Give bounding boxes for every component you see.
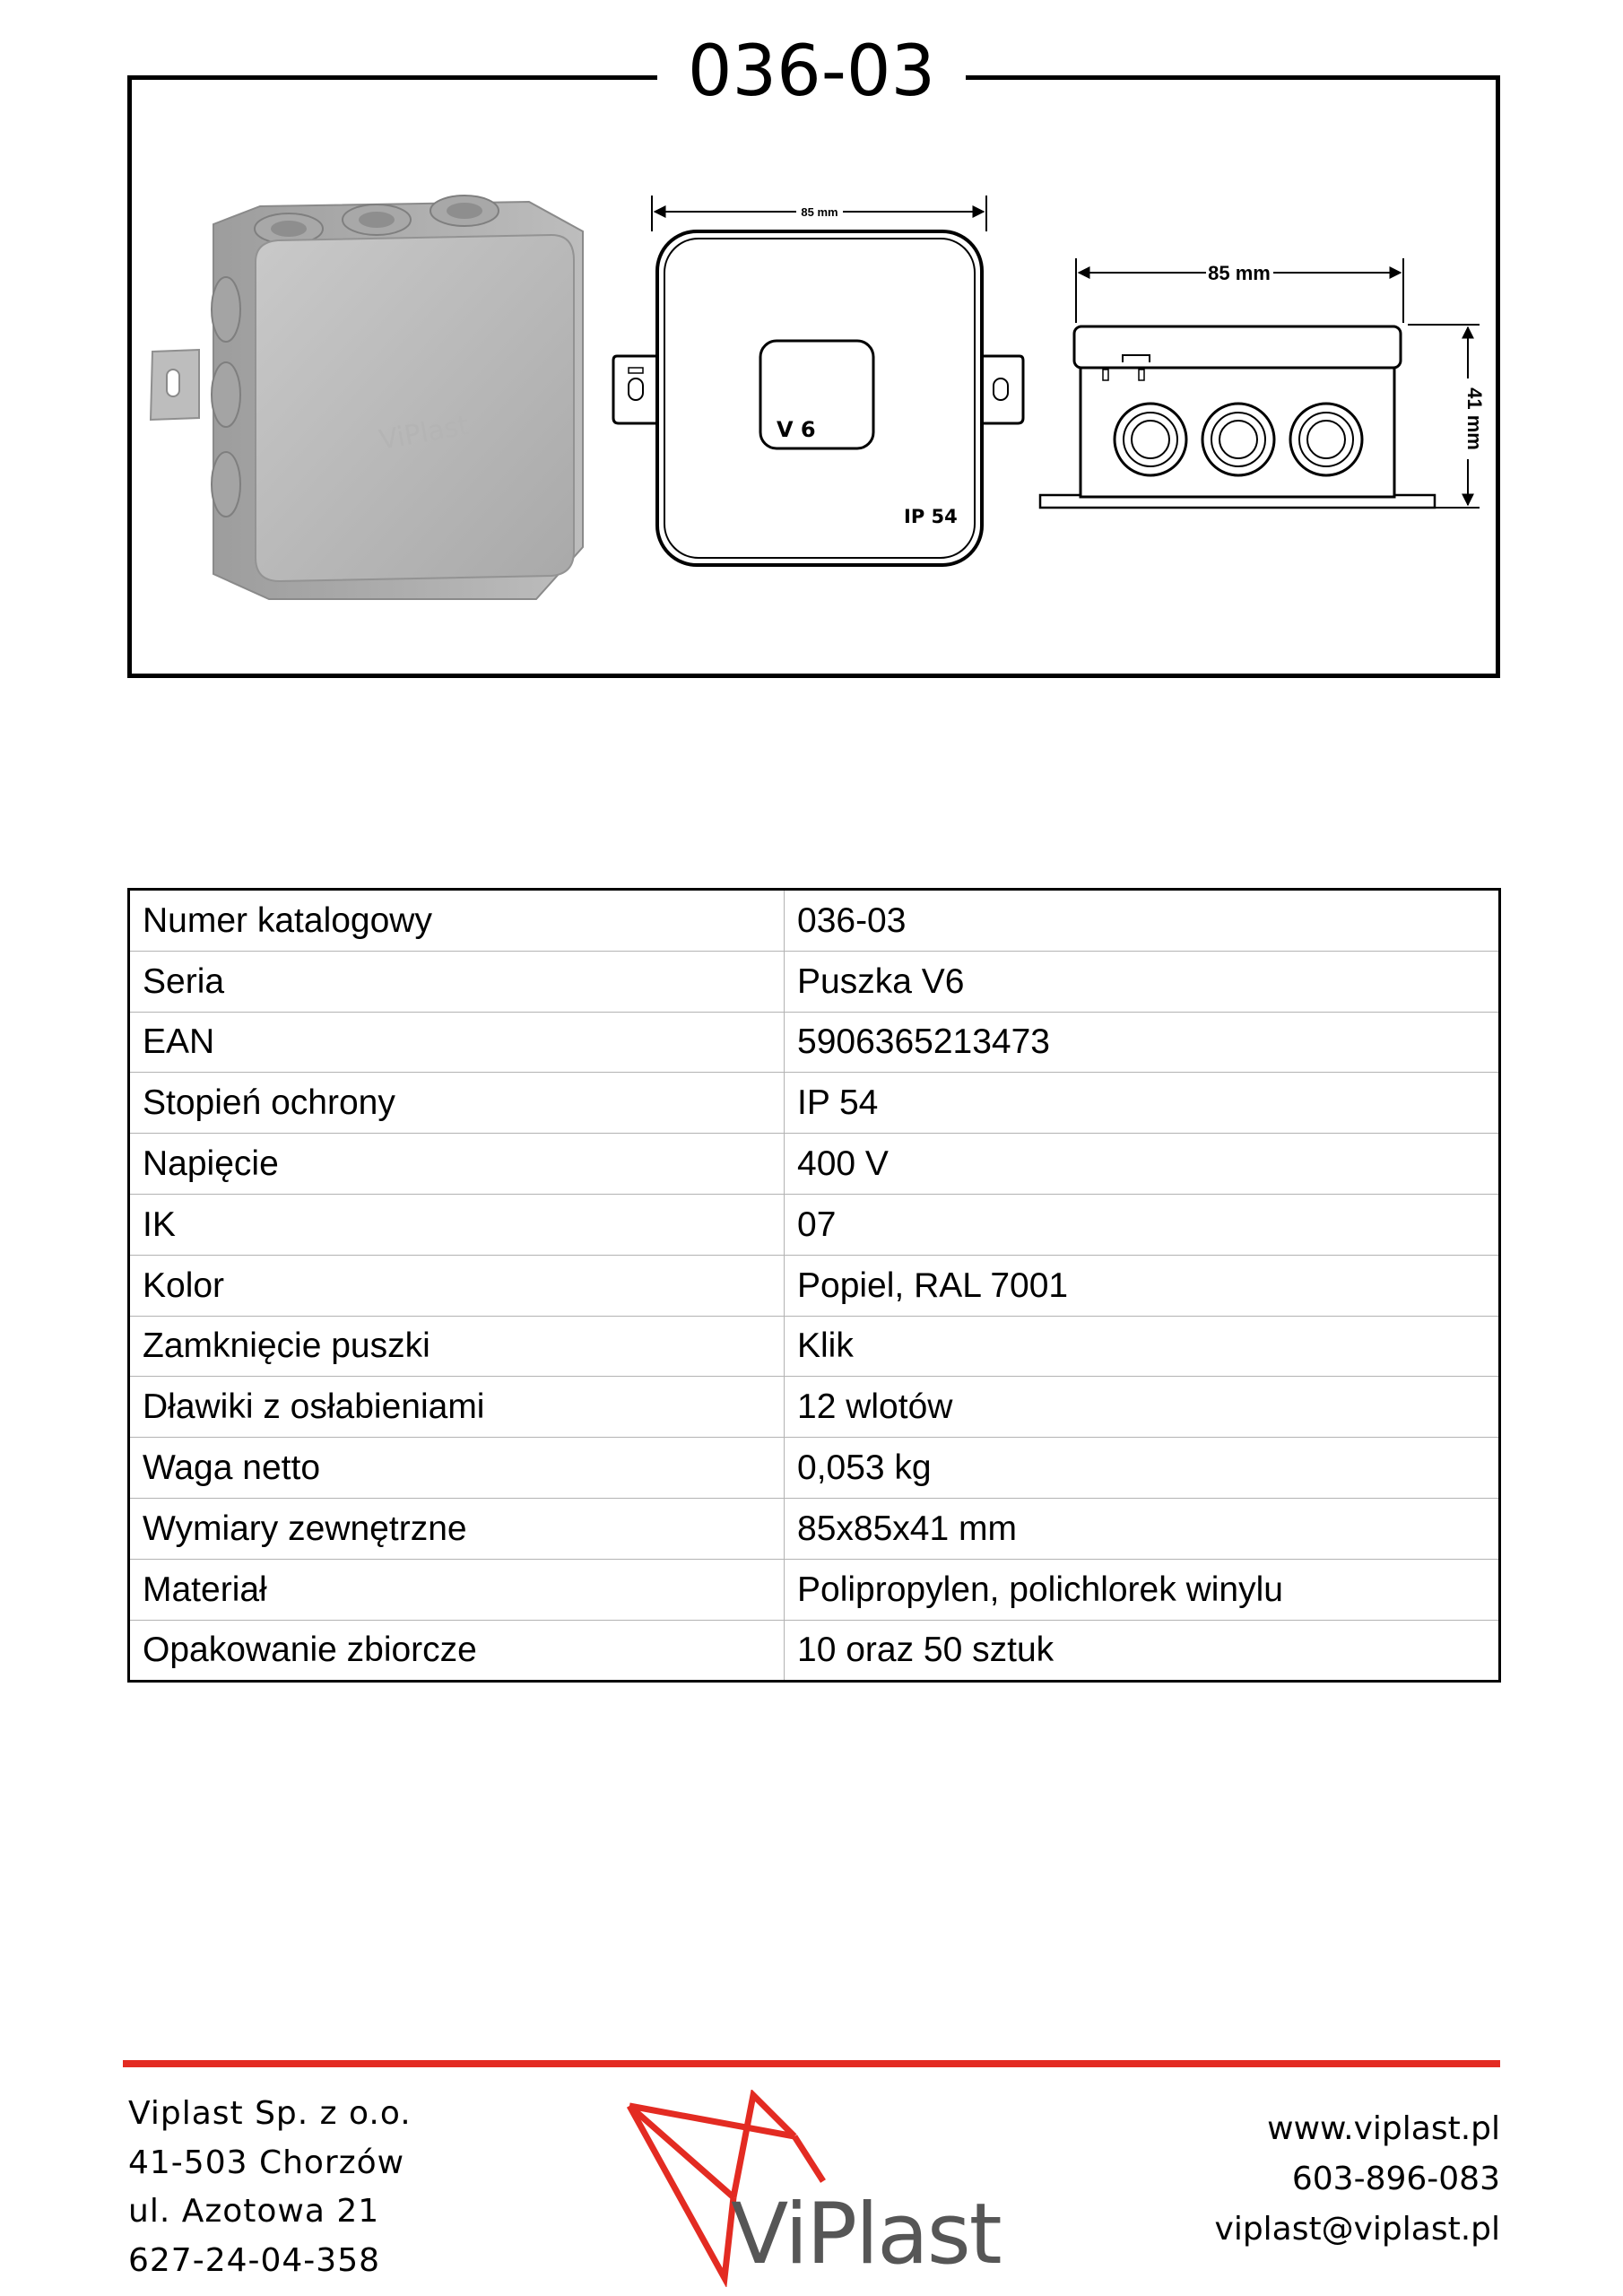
table-row [129,1134,1500,1195]
spec-value: 5906365213473 [785,1012,1500,1073]
table-row [129,951,1500,1012]
side-view-width-label: 85 mm [1208,262,1271,284]
box-photo [151,196,583,599]
table-row [129,1438,1500,1499]
table-row [129,1559,1500,1620]
spec-key: Stopień ochrony [129,1073,785,1134]
page-title-wrap [0,27,1623,117]
side-view-height-label: 41 mm [1463,387,1486,450]
page-title: 036-03 [657,31,966,112]
table-row [129,1377,1500,1438]
box-embossed-logo: ViPlast [377,410,472,457]
spec-key: IK [129,1194,785,1255]
table-row [129,1498,1500,1559]
spec-value: Polipropylen, polichlorek winylu [785,1559,1500,1620]
table-row [129,1255,1500,1316]
spec-key: Seria [129,951,785,1012]
spec-key: Numer katalogowy [129,890,785,952]
table-row [129,1316,1500,1377]
table-row [129,1073,1500,1134]
spec-value: 400 V [785,1134,1500,1195]
top-view-model-label: V 6 [777,417,816,442]
spec-value: Puszka V6 [785,951,1500,1012]
table-row [129,890,1500,952]
spec-table [127,888,1501,1683]
company-address [128,2090,412,2285]
spec-key: Napięcie [129,1134,785,1195]
phone-number: 603-896-083 [1291,2161,1500,2197]
top-view-width-label: 85 mm [801,205,838,219]
email-link[interactable]: viplast@viplast.pl [1214,2211,1500,2248]
footer-divider [123,2060,1500,2067]
company-number: 627-24-04-358 [128,2241,381,2279]
table-row [129,1620,1500,1682]
website-link[interactable]: www.viplast.pl [1267,2110,1500,2147]
spec-value: Popiel, RAL 7001 [785,1255,1500,1316]
spec-key: Zamknięcie puszki [129,1316,785,1377]
spec-value: 12 wlotów [785,1377,1500,1438]
spec-value: 10 oraz 50 sztuk [785,1620,1500,1682]
top-view-drawing [613,196,1023,565]
top-view-ip-label: IP 54 [904,506,958,527]
spec-key: Kolor [129,1255,785,1316]
side-view-drawing [1040,258,1486,508]
spec-value: IP 54 [785,1073,1500,1134]
table-row [129,1012,1500,1073]
spec-value: 0,053 kg [785,1438,1500,1499]
logo-text: ViPlast [731,2186,1001,2283]
company-name: Viplast Sp. z o.o. [128,2095,412,2132]
spec-value: 036-03 [785,890,1500,952]
spec-key: EAN [129,1012,785,1073]
company-street: ul. Azotowa 21 [128,2193,380,2230]
company-postal: 41-503 Chorzów [128,2144,405,2181]
spec-value: 85x85x41 mm [785,1498,1500,1559]
spec-key: Waga netto [129,1438,785,1499]
spec-key: Opakowanie zbiorcze [129,1620,785,1682]
contact-info [1215,2104,1500,2255]
spec-key: Dławiki z osłabieniami [129,1377,785,1438]
spec-value: Klik [785,1316,1500,1377]
spec-key: Materiał [129,1559,785,1620]
table-row [129,1194,1500,1255]
spec-value: 07 [785,1194,1500,1255]
spec-key: Wymiary zewnętrzne [129,1498,785,1559]
